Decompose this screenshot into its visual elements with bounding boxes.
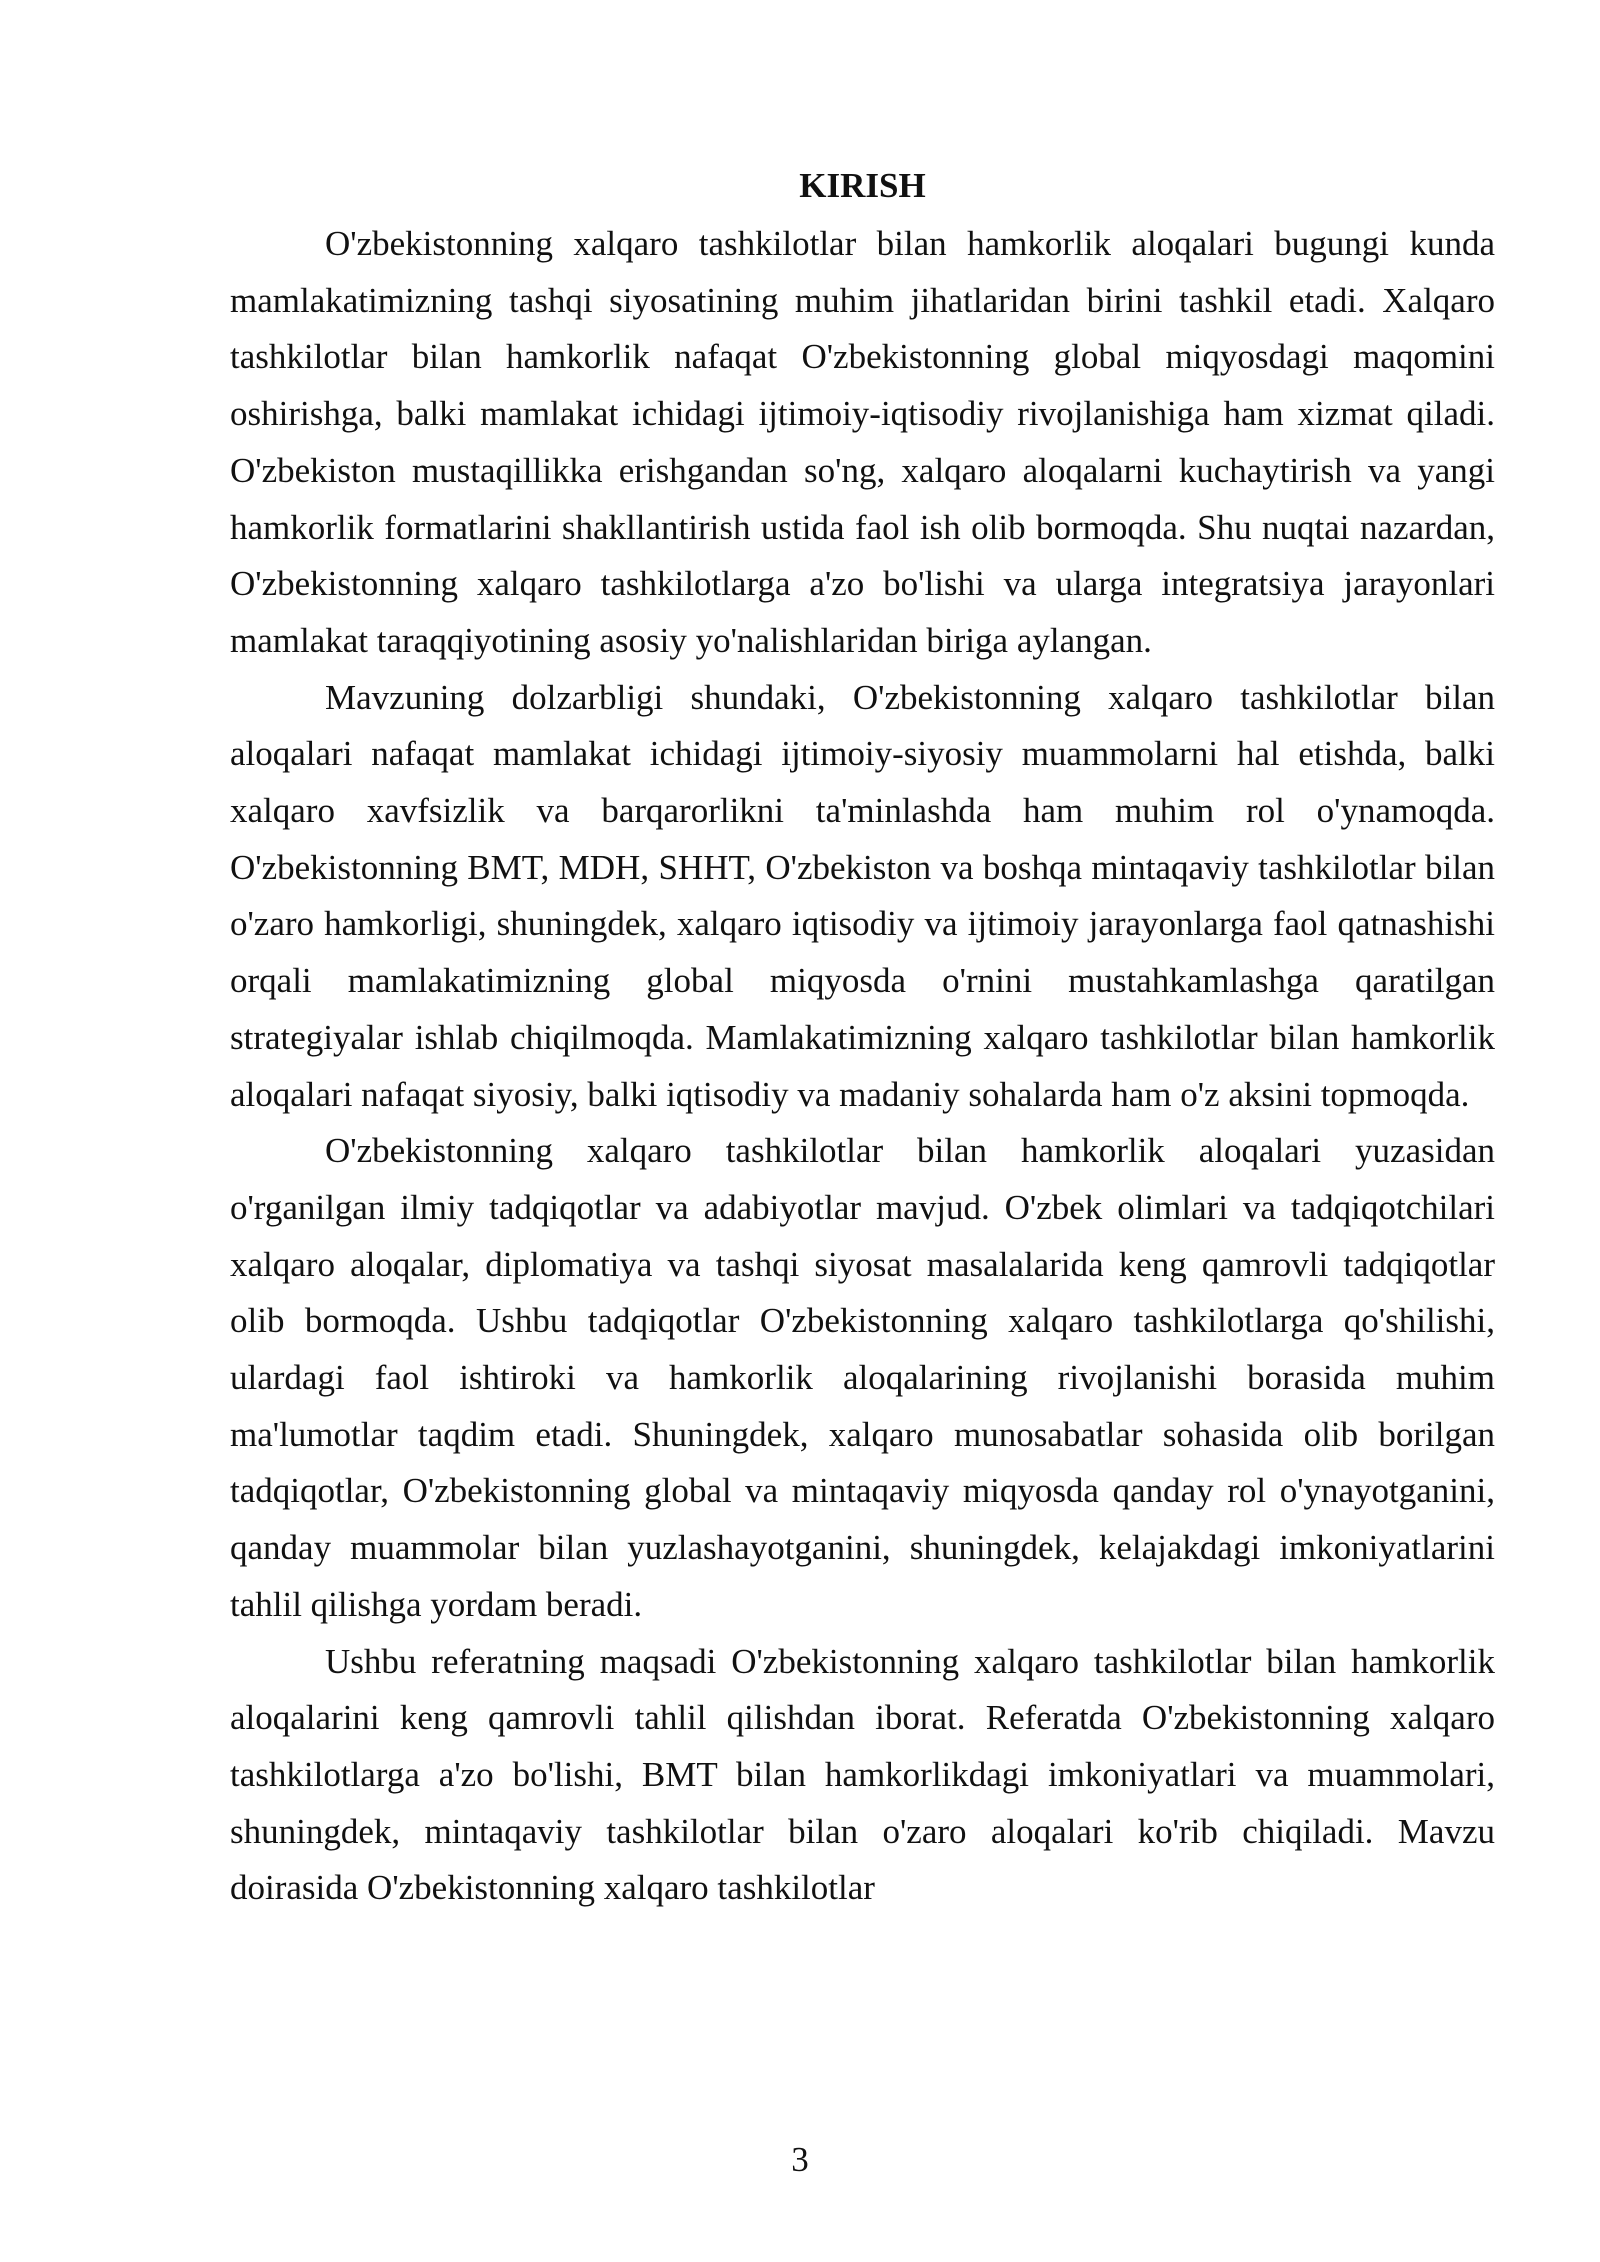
paragraph-1: O'zbekistonning xalqaro tashkilotlar bilan hamkorlik aloqalari bugungi kunda mamlakatimizning tashqi siyosatining muhim jihatlaridan birini tashkil etadi. Xalqaro tashkilotlar bilan hamkorlik nafaqat O'zbekistonning global miqyosdagi maqomini oshirishga, balki mamlakat ichidagi ijtimoiy-iqtisodiy rivojlanishiga ham xizmat qiladi. O'zbekiston mustaqillikka erishgandan so'ng, xalqaro aloqalarni kuchaytirish va yangi hamkorlik formatlarini shakllantirish ustida faol ish olib bormoqda. Shu nuqtai nazardan, O'zbekistonning xalqaro tashkilotlarga a'zo bo'lishi va ularga integratsiya jarayonlari mamlakat taraqqiyotining asosiy yo'nalishlaridan biriga aylangan. [230, 224, 1495, 660]
paragraph-4: Ushbu referatning maqsadi O'zbekistonning xalqaro tashkilotlar bilan hamkorlik aloqalarini keng qamrovli tahlil qilishdan iborat. Referatda O'zbekistonning xalqaro tashkilotlarga a'zo bo'lishi, BMT bilan hamkorlikdagi imkoniyatlari va muammolari, shuningdek, mintaqaviy tashkilotlar bilan o'zaro aloqalari ko'rib chiqiladi. Mavzu doirasida O'zbekistonning xalqaro tashkilotlar [230, 1641, 1495, 1908]
paragraph-3: O'zbekistonning xalqaro tashkilotlar bilan hamkorlik aloqalari yuzasidan o'rganilgan ilmiy tadqiqotlar va adabiyotlar mavjud. O'zbek olimlari va tadqiqotchilari xalqaro aloqalar, diplomatiya va tashqi siyosat masalalarida keng qamrovli tadqiqotlar olib bormoqda. Ushbu tadqiqotlar O'zbekistonning xalqaro tashkilotlarga qo'shilishi, ulardagi faol ishtiroki va hamkorlik aloqalarining rivojlanishi borasida muhim ma'lumotlar taqdim etadi. Shuningdek, xalqaro munosabatlar sohasida olib borilgan tadqiqotlar, O'zbekistonning global va mintaqaviy miqyosda qanday rol o'ynayotganini, qanday muammolar bilan yuzlashayotganini, shuningdek, kelajakdagi imkoniyatlarini tahlil qilishga yordam beradi. [230, 1131, 1495, 1624]
section-title: KIRISH [799, 166, 926, 205]
page-number: 3 [791, 2140, 809, 2179]
page-content [230, 158, 1495, 1917]
paragraph-2: Mavzuning dolzarbligi shundaki, O'zbekistonning xalqaro tashkilotlar bilan aloqalari nafaqat mamlakat ichidagi ijtimoiy-siyosiy muammolarni hal etishda, balki xalqaro xavfsizlik va barqarorlikni ta'minlashda ham muhim rol o'ynamoqda. O'zbekistonning BMT, MDH, SHHT, O'zbekiston va boshqa mintaqaviy tashkilotlar bilan o'zaro hamkorligi, shuningdek, xalqaro iqtisodiy va ijtimoiy jarayonlarga faol qatnashishi orqali mamlakatimizning global miqyosda o'rnini mustahkamlashga qaratilgan strategiyalar ishlab chiqilmoqda. Mamlakatimizning xalqaro tashkilotlar bilan hamkorlik aloqalari nafaqat siyosiy, balki iqtisodiy va madaniy sohalarda ham o'z aksini topmoqda. [230, 677, 1495, 1114]
